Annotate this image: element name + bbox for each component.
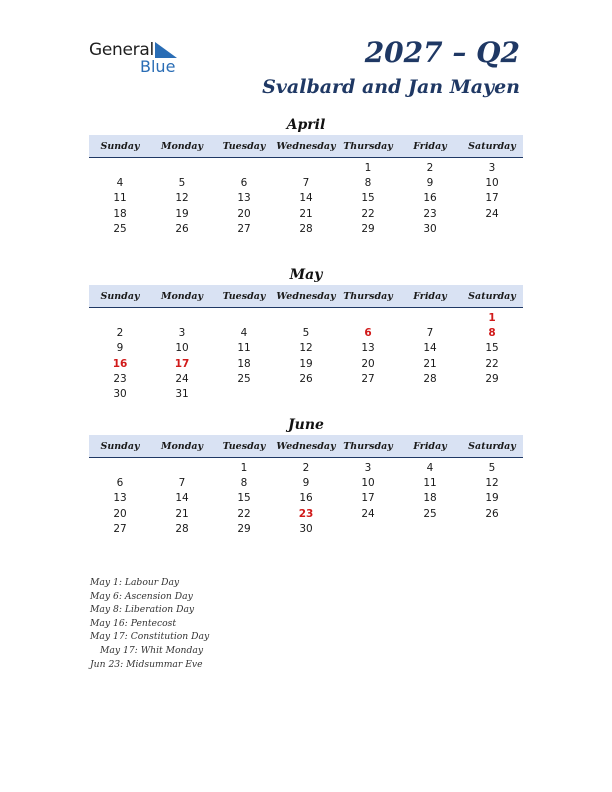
week-grid [89,158,523,236]
day-cell: 2 [426,161,434,174]
day-cell: 27 [237,222,251,235]
day-cell: 15 [237,492,251,505]
weekday-label: Friday [413,290,447,302]
day-cell: 29 [237,522,251,535]
weekday-label: Sunday [100,440,140,452]
day-cell: 28 [423,372,437,385]
holiday-day-cell: 23 [298,507,314,520]
holiday-day-cell: 6 [364,326,372,339]
day-cell: 11 [423,476,437,489]
day-cell: 13 [113,492,127,505]
day-cell: 26 [485,507,499,520]
week-row [89,521,523,536]
day-cell: 13 [361,342,375,355]
day-cell: 26 [175,222,189,235]
day-cell: 28 [299,222,313,235]
week-row [89,160,523,175]
day-cell: 27 [113,522,127,535]
week-row [89,175,523,190]
weekday-label: Tuesday [222,290,266,302]
weekday-header [89,435,523,458]
weekday-label: Saturday [468,290,516,302]
day-cell: 25 [423,507,437,520]
holiday-list [90,576,209,671]
week-row [89,371,523,386]
weekday-label: Tuesday [222,440,266,452]
day-cell: 22 [237,507,251,520]
day-cell: 1 [364,161,372,174]
day-cell: 19 [299,357,313,370]
weekday-label: Sunday [100,290,140,302]
day-cell: 8 [240,476,248,489]
month-block-may [89,265,523,402]
day-cell: 4 [116,176,124,189]
day-cell: 3 [488,161,496,174]
day-cell: 11 [113,192,127,205]
day-cell: 12 [299,342,313,355]
day-cell: 30 [299,522,313,535]
day-cell: 3 [178,326,186,339]
day-cell: 20 [361,357,375,370]
day-cell: 9 [116,342,124,355]
month-title: June [288,417,324,433]
day-cell: 5 [302,326,310,339]
weekday-header [89,285,523,308]
logo-word-general: General [89,40,154,60]
weekday-label: Thursday [343,140,393,152]
day-cell: 12 [485,476,499,489]
month-title: May [289,267,323,283]
day-cell: 14 [175,492,189,505]
holiday-list-item: May 1: Labour Day [90,577,180,588]
page-title: 2027 – Q2 [364,36,520,69]
week-row [89,221,523,236]
day-cell: 8 [364,176,372,189]
week-row [89,310,523,325]
holiday-list-item: May 6: Ascension Day [90,590,193,602]
day-cell: 28 [175,522,189,535]
week-grid [89,458,523,536]
holiday-day-cell: 1 [488,311,496,324]
day-cell: 27 [361,372,375,385]
day-cell: 25 [237,372,251,385]
week-grid [89,308,523,402]
generalblue-logo [89,40,189,76]
day-cell: 17 [485,192,499,205]
day-cell: 23 [423,207,437,220]
weekday-label: Wednesday [276,440,336,452]
day-cell: 29 [485,372,499,385]
week-row [89,506,523,521]
week-row [89,491,523,506]
week-row [89,386,523,401]
day-cell: 16 [423,192,437,205]
day-cell: 3 [364,461,372,474]
day-cell: 17 [361,492,375,505]
day-cell: 30 [423,222,437,235]
weekday-label: Wednesday [276,140,336,152]
week-row [89,325,523,340]
day-cell: 14 [299,192,313,205]
day-cell: 12 [175,192,189,205]
day-cell: 9 [426,176,434,189]
holiday-list-item: May 16: Pentecost [90,617,177,629]
day-cell: 6 [240,176,248,189]
day-cell: 29 [361,222,375,235]
holiday-list-item: May 17: Constitution Day [90,631,210,643]
day-cell: 24 [485,207,499,220]
day-cell: 19 [175,207,189,220]
day-cell: 18 [113,207,127,220]
day-cell: 7 [426,326,434,339]
week-row [89,191,523,206]
weekday-label: Saturday [468,140,516,152]
day-cell: 5 [488,461,496,474]
day-cell: 10 [485,176,499,189]
day-cell: 23 [113,372,127,385]
weekday-label: Monday [160,440,204,452]
weekday-label: Monday [160,290,204,302]
day-cell: 30 [113,388,127,401]
holiday-day-cell: 17 [174,357,190,370]
weekday-label: Friday [413,440,447,452]
holiday-list-item: May 8: Liberation Day [90,604,195,616]
day-cell: 4 [426,461,434,474]
day-cell: 7 [178,476,186,489]
page-subtitle: Svalbard and Jan Mayen [262,76,520,98]
weekday-label: Saturday [468,440,516,452]
day-cell: 6 [116,476,124,489]
day-cell: 31 [175,388,189,401]
day-cell: 16 [299,492,313,505]
week-row [89,341,523,356]
day-cell: 15 [361,192,375,205]
day-cell: 19 [485,492,499,505]
day-cell: 18 [423,492,437,505]
day-cell: 20 [113,507,127,520]
weekday-label: Sunday [100,140,140,152]
day-cell: 24 [175,372,189,385]
day-cell: 7 [302,176,310,189]
day-cell: 21 [175,507,189,520]
day-cell: 22 [361,207,375,220]
weekday-label: Wednesday [276,290,336,302]
weekday-label: Thursday [343,290,393,302]
logo-triangle-icon [155,42,177,58]
month-block-june [89,415,523,536]
day-cell: 21 [299,207,313,220]
week-row [89,356,523,371]
day-cell: 26 [299,372,313,385]
day-cell: 15 [485,342,499,355]
day-cell: 4 [240,326,248,339]
day-cell: 22 [485,357,499,370]
holiday-list-item: Jun 23: Midsummar Eve [90,658,203,670]
day-cell: 13 [237,192,251,205]
holiday-day-cell: 16 [112,357,128,370]
week-row [89,475,523,490]
day-cell: 9 [302,476,310,489]
day-cell: 2 [116,326,124,339]
week-row [89,460,523,475]
weekday-label: Friday [413,140,447,152]
day-cell: 10 [175,342,189,355]
holiday-list-item: May 17: Whit Monday [100,644,204,656]
week-row [89,206,523,221]
month-block-april [89,115,523,236]
weekday-label: Tuesday [222,140,266,152]
day-cell: 20 [237,207,251,220]
month-title: April [286,117,326,133]
day-cell: 18 [237,357,251,370]
logo-word-blue: Blue [140,57,176,76]
day-cell: 5 [178,176,186,189]
day-cell: 14 [423,342,437,355]
holiday-day-cell: 8 [488,326,496,339]
day-cell: 25 [113,222,127,235]
weekday-label: Thursday [343,440,393,452]
day-cell: 1 [240,461,248,474]
day-cell: 10 [361,476,375,489]
weekday-label: Monday [160,140,204,152]
weekday-header [89,135,523,158]
day-cell: 21 [423,357,437,370]
day-cell: 11 [237,342,251,355]
day-cell: 24 [361,507,375,520]
day-cell: 2 [302,461,310,474]
